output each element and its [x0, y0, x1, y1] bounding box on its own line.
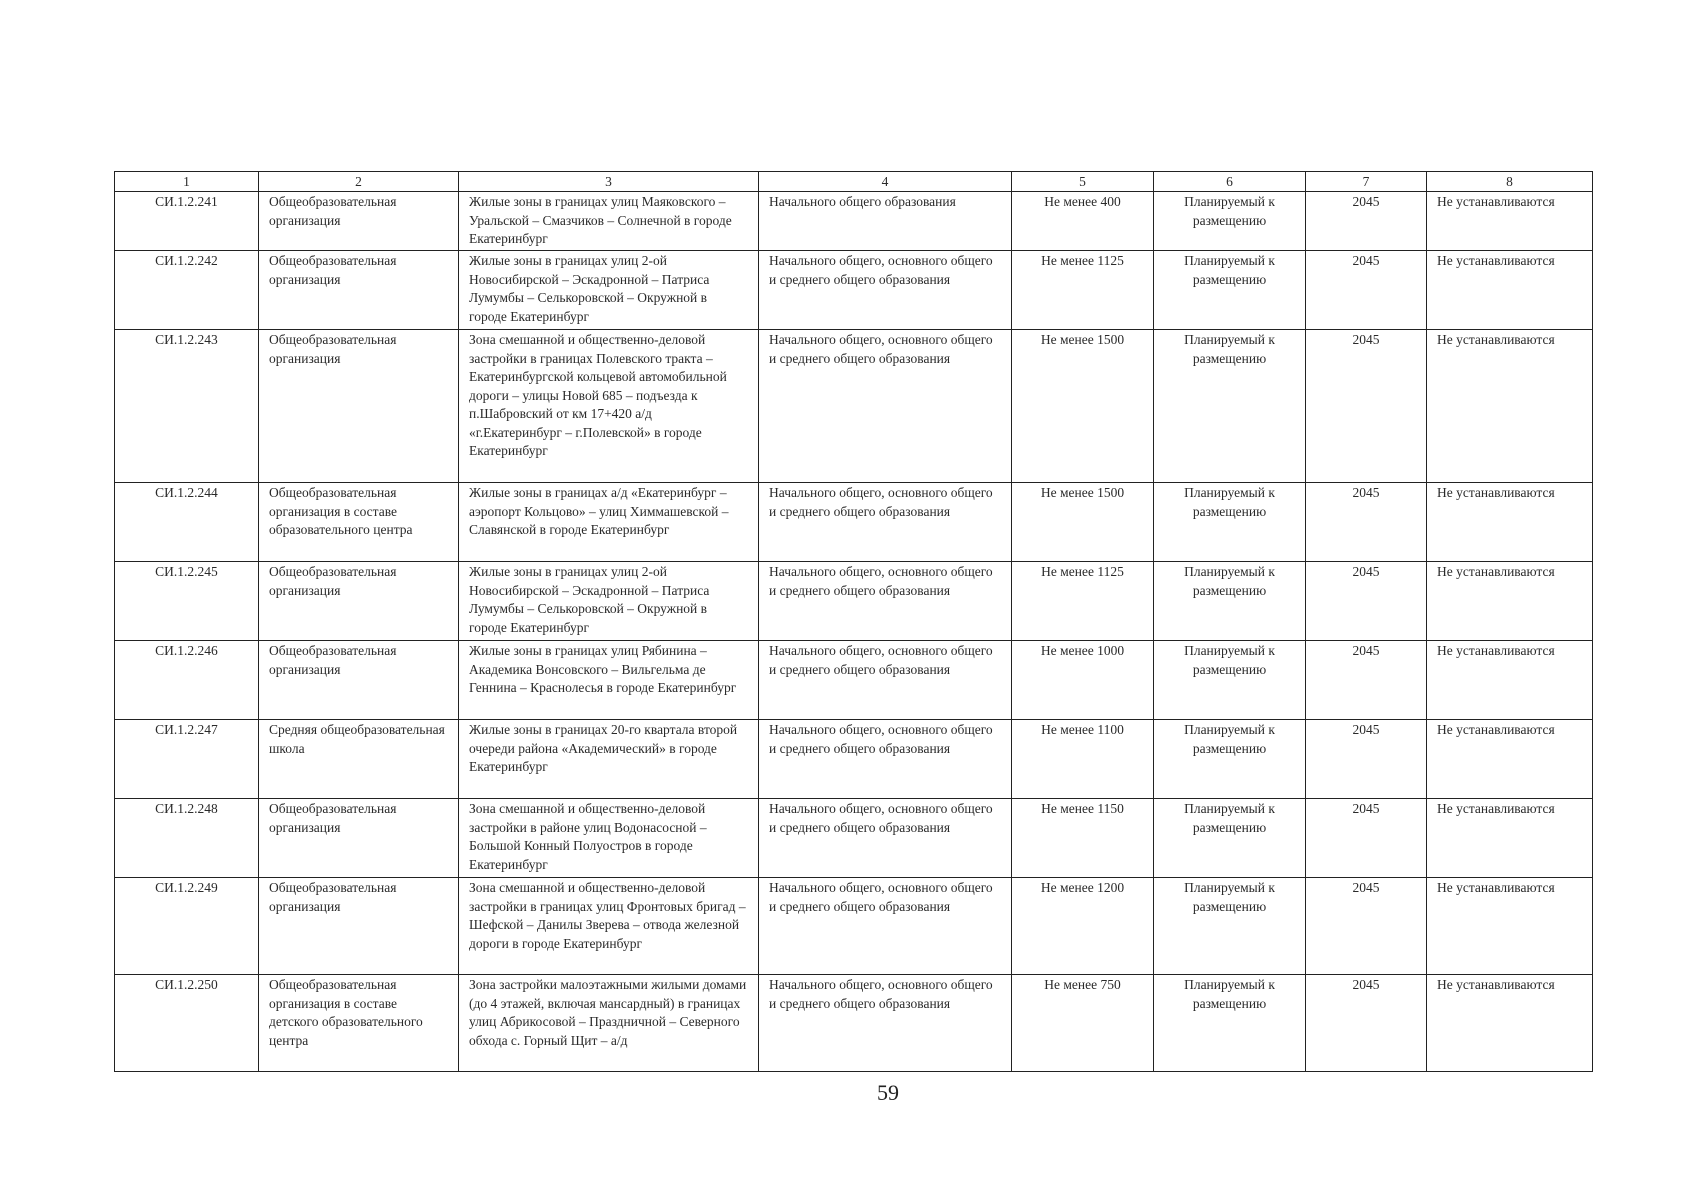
- header-cell-2: 2: [259, 172, 459, 192]
- object-id-cell: СИ.1.2.247: [115, 720, 259, 799]
- status-cell: Планируемый к размещению: [1154, 251, 1306, 330]
- education-level-cell: Начального общего, основного общего и среднего общего образования: [759, 562, 1012, 641]
- object-name-cell: Общеобразовательная организация в составе детского образовательного центра: [259, 975, 459, 1072]
- status-cell: Планируемый к размещению: [1154, 562, 1306, 641]
- education-level-cell: Начального общего, основного общего и среднего общего образования: [759, 720, 1012, 799]
- status-cell: Планируемый к размещению: [1154, 799, 1306, 878]
- zones-cell: Не устанавливаются: [1427, 562, 1593, 641]
- capacity-cell: Не менее 400: [1012, 192, 1154, 251]
- header-cell-4: 4: [759, 172, 1012, 192]
- status-cell: Планируемый к размещению: [1154, 483, 1306, 562]
- table-body: [115, 192, 1593, 1072]
- status-cell: Планируемый к размещению: [1154, 720, 1306, 799]
- location-cell: Зона смешанной и общественно-деловой застройки в границах Полевского тракта – Екатеринбургской кольцевой автомобильной дороги – улицы Новой 685 – подъезда к п.Шабровский от км 17+420 а/д «г.Екатеринбург – г.Полевской» в городе Екатеринбург: [459, 330, 759, 483]
- year-cell: 2045: [1306, 975, 1427, 1072]
- capacity-cell: Не менее 1125: [1012, 251, 1154, 330]
- education-level-cell: Начального общего, основного общего и среднего общего образования: [759, 251, 1012, 330]
- year-cell: 2045: [1306, 720, 1427, 799]
- education-level-cell: Начального общего, основного общего и среднего общего образования: [759, 799, 1012, 878]
- table-row: [115, 330, 1593, 483]
- capacity-cell: Не менее 1500: [1012, 483, 1154, 562]
- capacity-cell: Не менее 1200: [1012, 878, 1154, 975]
- capacity-cell: Не менее 1150: [1012, 799, 1154, 878]
- location-cell: Зона застройки малоэтажными жилыми домами (до 4 этажей, включая мансардный) в границах улиц Абрикосовой – Праздничной – Северного обхода с. Горный Щит – а/д: [459, 975, 759, 1072]
- year-cell: 2045: [1306, 641, 1427, 720]
- table-row: [115, 641, 1593, 720]
- education-level-cell: Начального общего, основного общего и среднего общего образования: [759, 330, 1012, 483]
- header-cell-6: 6: [1154, 172, 1306, 192]
- object-id-cell: СИ.1.2.249: [115, 878, 259, 975]
- zones-cell: Не устанавливаются: [1427, 251, 1593, 330]
- table-row: [115, 192, 1593, 251]
- capacity-cell: Не менее 1100: [1012, 720, 1154, 799]
- location-cell: Жилые зоны в границах улиц Рябинина – Академика Вонсовского – Вильгельма де Геннина – Краснолесья в городе Екатеринбург: [459, 641, 759, 720]
- header-cell-5: 5: [1012, 172, 1154, 192]
- object-id-cell: СИ.1.2.250: [115, 975, 259, 1072]
- object-name-cell: Средняя общеобразовательная школа: [259, 720, 459, 799]
- table-row: [115, 878, 1593, 975]
- zones-cell: Не устанавливаются: [1427, 878, 1593, 975]
- status-cell: Планируемый к размещению: [1154, 330, 1306, 483]
- header-cell-8: 8: [1427, 172, 1593, 192]
- year-cell: 2045: [1306, 251, 1427, 330]
- education-level-cell: Начального общего, основного общего и среднего общего образования: [759, 641, 1012, 720]
- object-name-cell: Общеобразовательная организация: [259, 192, 459, 251]
- header-cell-7: 7: [1306, 172, 1427, 192]
- capacity-cell: Не менее 750: [1012, 975, 1154, 1072]
- object-name-cell: Общеобразовательная организация: [259, 251, 459, 330]
- object-id-cell: СИ.1.2.246: [115, 641, 259, 720]
- header-cell-1: 1: [115, 172, 259, 192]
- year-cell: 2045: [1306, 878, 1427, 975]
- object-id-cell: СИ.1.2.245: [115, 562, 259, 641]
- object-name-cell: Общеобразовательная организация: [259, 641, 459, 720]
- table-row: [115, 799, 1593, 878]
- year-cell: 2045: [1306, 330, 1427, 483]
- header-row: [115, 172, 1593, 192]
- object-name-cell: Общеобразовательная организация: [259, 330, 459, 483]
- year-cell: 2045: [1306, 192, 1427, 251]
- education-level-cell: Начального общего, основного общего и среднего общего образования: [759, 878, 1012, 975]
- status-cell: Планируемый к размещению: [1154, 975, 1306, 1072]
- object-id-cell: СИ.1.2.241: [115, 192, 259, 251]
- table-row: [115, 251, 1593, 330]
- education-level-cell: Начального общего, основного общего и среднего общего образования: [759, 483, 1012, 562]
- zones-cell: Не устанавливаются: [1427, 330, 1593, 483]
- zones-cell: Не устанавливаются: [1427, 975, 1593, 1072]
- zones-cell: Не устанавливаются: [1427, 799, 1593, 878]
- table-header: [115, 172, 1593, 192]
- year-cell: 2045: [1306, 562, 1427, 641]
- education-level-cell: Начального общего образования: [759, 192, 1012, 251]
- year-cell: 2045: [1306, 799, 1427, 878]
- location-cell: Жилые зоны в границах а/д «Екатеринбург – аэропорт Кольцово» – улиц Химмашевской – Славянской в городе Екатеринбург: [459, 483, 759, 562]
- location-cell: Жилые зоны в границах улиц 2-ой Новосибирской – Эскадронной – Патриса Лумумбы – Селькоровской – Окружной в городе Екатеринбург: [459, 562, 759, 641]
- page-number: 59: [877, 1080, 899, 1105]
- table-row: [115, 975, 1593, 1072]
- facilities-table: [114, 171, 1593, 1072]
- object-id-cell: СИ.1.2.248: [115, 799, 259, 878]
- zones-cell: Не устанавливаются: [1427, 720, 1593, 799]
- zones-cell: Не устанавливаются: [1427, 483, 1593, 562]
- zones-cell: Не устанавливаются: [1427, 192, 1593, 251]
- location-cell: Жилые зоны в границах улиц Маяковского – Уральской – Смазчиков – Солнечной в городе Екатеринбург: [459, 192, 759, 251]
- table-row: [115, 483, 1593, 562]
- header-cell-3: 3: [459, 172, 759, 192]
- capacity-cell: Не менее 1500: [1012, 330, 1154, 483]
- object-name-cell: Общеобразовательная организация в составе образовательного центра: [259, 483, 459, 562]
- status-cell: Планируемый к размещению: [1154, 641, 1306, 720]
- location-cell: Жилые зоны в границах 20-го квартала второй очереди района «Академический» в городе Екатеринбург: [459, 720, 759, 799]
- object-id-cell: СИ.1.2.243: [115, 330, 259, 483]
- capacity-cell: Не менее 1000: [1012, 641, 1154, 720]
- object-name-cell: Общеобразовательная организация: [259, 799, 459, 878]
- capacity-cell: Не менее 1125: [1012, 562, 1154, 641]
- status-cell: Планируемый к размещению: [1154, 878, 1306, 975]
- table-row: [115, 720, 1593, 799]
- status-cell: Планируемый к размещению: [1154, 192, 1306, 251]
- education-level-cell: Начального общего, основного общего и среднего общего образования: [759, 975, 1012, 1072]
- object-name-cell: Общеобразовательная организация: [259, 878, 459, 975]
- object-id-cell: СИ.1.2.242: [115, 251, 259, 330]
- object-id-cell: СИ.1.2.244: [115, 483, 259, 562]
- year-cell: 2045: [1306, 483, 1427, 562]
- location-cell: Зона смешанной и общественно-деловой застройки в районе улиц Водонасосной – Большой Конный Полуостров в городе Екатеринбург: [459, 799, 759, 878]
- table-row: [115, 562, 1593, 641]
- location-cell: Зона смешанной и общественно-деловой застройки в границах улиц Фронтовых бригад – Шефской – Данилы Зверева – отвода железной дороги в городе Екатеринбург: [459, 878, 759, 975]
- location-cell: Жилые зоны в границах улиц 2-ой Новосибирской – Эскадронной – Патриса Лумумбы – Селькоровской – Окружной в городе Екатеринбург: [459, 251, 759, 330]
- object-name-cell: Общеобразовательная организация: [259, 562, 459, 641]
- zones-cell: Не устанавливаются: [1427, 641, 1593, 720]
